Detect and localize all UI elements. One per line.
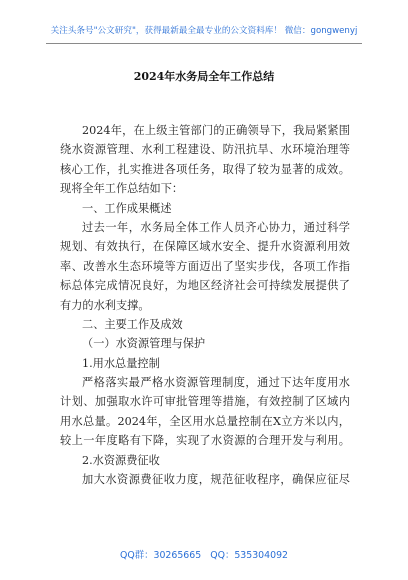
body-line: 严格落实最严格水资源管理制度，通过下达年度用水 (82, 376, 350, 390)
body-line: 绕水资源管理、水利工程建设、防汛抗旱、水环境治理等 (60, 143, 350, 157)
subsection-heading: （一）水资源管理与保护 (82, 337, 206, 351)
footer-contact (0, 547, 408, 561)
body-line: 计划、加强取水许可审批管理等措施，有效控制了区域内 (60, 395, 350, 409)
body-line: 率、改善水生态环境等方面迈出了坚实步伐，各项工作指 (60, 259, 350, 273)
body-line: 用水总量。2024年，全区用水总量控制在X立方米以内， (60, 414, 350, 428)
qq-group-number: QQ群：30265665 (119, 550, 202, 561)
body-line: 2024年，在上级主管部门的正确领导下，我局紧紧围 (82, 124, 350, 137)
header-banner: 关注头条号"公文研究"，获得最新最全最专业的公文资料库！ 微信：gongwenyj (50, 26, 358, 36)
body-line: 加大水资源费征收力度，规范征收程序，确保应征尽 (82, 473, 350, 487)
item-heading: 1.用水总量控制 (82, 356, 160, 370)
body-line: 过去一年，水务局全体工作人员齐心协力，通过科学 (82, 220, 350, 234)
item-heading: 2.水资源费征收 (82, 453, 160, 467)
document-title: 2024年水务局全年工作总结 (133, 70, 275, 83)
document-body (60, 121, 350, 489)
body-line: 核心工作，扎实推进各项任务，取得了较为显著的成效。 (60, 162, 350, 176)
header-divider (46, 43, 362, 44)
section-heading: 一、工作成果概述 (82, 201, 172, 215)
section-heading: 二、主要工作及成效 (82, 317, 183, 331)
body-line: 标总体完成情况良好，为地区经济社会可持续发展提供了 (60, 279, 350, 293)
qq-number: QQ：535304092 (210, 550, 289, 561)
body-line: 规划、有效执行，在保障区域水安全、提升水资源利用效 (60, 240, 350, 254)
body-line: 现将全年工作总结如下： (60, 182, 184, 196)
body-line: 较上一年度略有下降，实现了水资源的合理开发与利用。 (60, 434, 350, 448)
body-line: 有力的水利支撑。 (60, 298, 150, 312)
